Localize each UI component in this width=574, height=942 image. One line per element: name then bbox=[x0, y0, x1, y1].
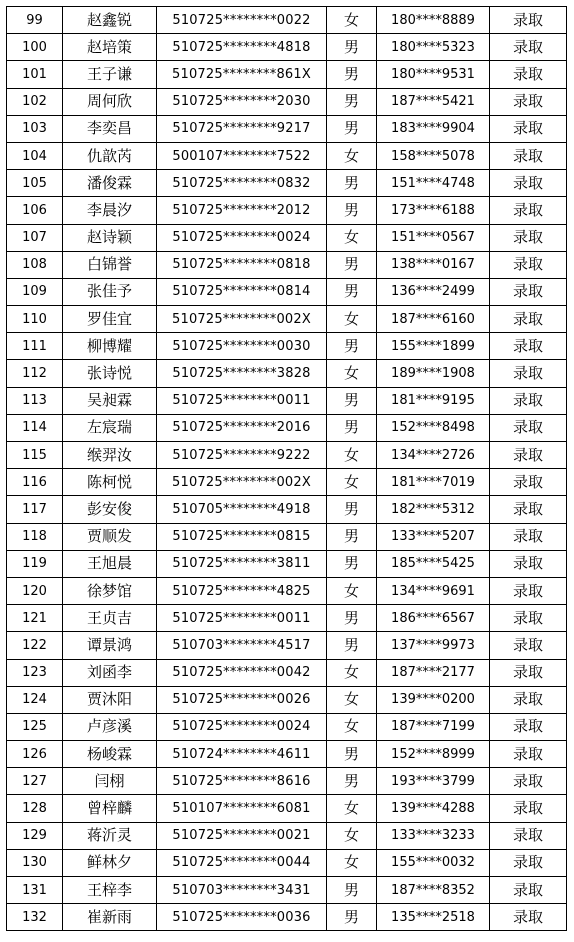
gender-cell: 男 bbox=[327, 34, 377, 61]
table-row bbox=[7, 713, 567, 740]
student-name-cell: 杨峻霖 bbox=[63, 741, 157, 768]
student-name-cell: 赵诗颖 bbox=[63, 224, 157, 251]
admission-status-cell: 录取 bbox=[490, 88, 567, 115]
gender-cell: 男 bbox=[327, 414, 377, 441]
table-row bbox=[7, 469, 567, 496]
id-number-cell: 510725********0042 bbox=[157, 659, 327, 686]
id-number-cell: 510725********0021 bbox=[157, 822, 327, 849]
row-number-cell: 127 bbox=[7, 768, 63, 795]
table-row bbox=[7, 224, 567, 251]
gender-cell: 男 bbox=[327, 61, 377, 88]
id-number-cell: 510703********3431 bbox=[157, 877, 327, 904]
row-number-cell: 112 bbox=[7, 360, 63, 387]
phone-number-cell: 134****2726 bbox=[377, 442, 490, 469]
table-row bbox=[7, 7, 567, 34]
gender-cell: 女 bbox=[327, 442, 377, 469]
admission-status-cell: 录取 bbox=[490, 713, 567, 740]
row-number-cell: 125 bbox=[7, 713, 63, 740]
table-row bbox=[7, 115, 567, 142]
table-row bbox=[7, 197, 567, 224]
admission-status-cell: 录取 bbox=[490, 768, 567, 795]
id-number-cell: 510725********0026 bbox=[157, 686, 327, 713]
id-number-cell: 510703********4517 bbox=[157, 632, 327, 659]
row-number-cell: 101 bbox=[7, 61, 63, 88]
id-number-cell: 510705********4918 bbox=[157, 496, 327, 523]
row-number-cell: 116 bbox=[7, 469, 63, 496]
gender-cell: 女 bbox=[327, 469, 377, 496]
phone-number-cell: 151****4748 bbox=[377, 170, 490, 197]
admission-status-cell: 录取 bbox=[490, 686, 567, 713]
student-name-cell: 吴昶霖 bbox=[63, 387, 157, 414]
table-row bbox=[7, 442, 567, 469]
id-number-cell: 510725********4818 bbox=[157, 34, 327, 61]
table-row bbox=[7, 741, 567, 768]
admission-status-cell: 录取 bbox=[490, 659, 567, 686]
id-number-cell: 510725********2016 bbox=[157, 414, 327, 441]
id-number-cell: 510725********0814 bbox=[157, 278, 327, 305]
admission-status-cell: 录取 bbox=[490, 387, 567, 414]
phone-number-cell: 155****0032 bbox=[377, 849, 490, 876]
row-number-cell: 124 bbox=[7, 686, 63, 713]
gender-cell: 男 bbox=[327, 550, 377, 577]
row-number-cell: 115 bbox=[7, 442, 63, 469]
row-number-cell: 100 bbox=[7, 34, 63, 61]
admission-status-cell: 录取 bbox=[490, 251, 567, 278]
id-number-cell: 510725********0832 bbox=[157, 170, 327, 197]
student-name-cell: 贾沐阳 bbox=[63, 686, 157, 713]
row-number-cell: 104 bbox=[7, 142, 63, 169]
id-number-cell: 510725********002X bbox=[157, 306, 327, 333]
gender-cell: 男 bbox=[327, 741, 377, 768]
gender-cell: 男 bbox=[327, 251, 377, 278]
gender-cell: 男 bbox=[327, 115, 377, 142]
admission-status-cell: 录取 bbox=[490, 197, 567, 224]
phone-number-cell: 185****5425 bbox=[377, 550, 490, 577]
admission-status-cell: 录取 bbox=[490, 442, 567, 469]
row-number-cell: 113 bbox=[7, 387, 63, 414]
id-number-cell: 500107********7522 bbox=[157, 142, 327, 169]
table-row bbox=[7, 605, 567, 632]
id-number-cell: 510725********4825 bbox=[157, 577, 327, 604]
gender-cell: 男 bbox=[327, 170, 377, 197]
table-row bbox=[7, 768, 567, 795]
table-row bbox=[7, 659, 567, 686]
admission-status-cell: 录取 bbox=[490, 849, 567, 876]
table-row bbox=[7, 61, 567, 88]
id-number-cell: 510725********0022 bbox=[157, 7, 327, 34]
row-number-cell: 107 bbox=[7, 224, 63, 251]
id-number-cell: 510725********3811 bbox=[157, 550, 327, 577]
gender-cell: 女 bbox=[327, 142, 377, 169]
admission-status-cell: 录取 bbox=[490, 877, 567, 904]
row-number-cell: 117 bbox=[7, 496, 63, 523]
student-name-cell: 柳博耀 bbox=[63, 333, 157, 360]
phone-number-cell: 138****0167 bbox=[377, 251, 490, 278]
student-name-cell: 周何欣 bbox=[63, 88, 157, 115]
phone-number-cell: 139****4288 bbox=[377, 795, 490, 822]
phone-number-cell: 187****7199 bbox=[377, 713, 490, 740]
phone-number-cell: 187****6160 bbox=[377, 306, 490, 333]
student-name-cell: 赵培策 bbox=[63, 34, 157, 61]
gender-cell: 女 bbox=[327, 822, 377, 849]
gender-cell: 男 bbox=[327, 904, 377, 931]
id-number-cell: 510725********0011 bbox=[157, 605, 327, 632]
phone-number-cell: 180****5323 bbox=[377, 34, 490, 61]
admission-status-cell: 录取 bbox=[490, 469, 567, 496]
id-number-cell: 510725********2012 bbox=[157, 197, 327, 224]
gender-cell: 女 bbox=[327, 686, 377, 713]
id-number-cell: 510725********8616 bbox=[157, 768, 327, 795]
student-name-cell: 王旭晨 bbox=[63, 550, 157, 577]
student-name-cell: 李晨汐 bbox=[63, 197, 157, 224]
table-row bbox=[7, 360, 567, 387]
student-name-cell: 潘俊霖 bbox=[63, 170, 157, 197]
row-number-cell: 111 bbox=[7, 333, 63, 360]
phone-number-cell: 189****1908 bbox=[377, 360, 490, 387]
admission-status-cell: 录取 bbox=[490, 142, 567, 169]
gender-cell: 女 bbox=[327, 224, 377, 251]
admission-status-cell: 录取 bbox=[490, 170, 567, 197]
student-name-cell: 缑羿汝 bbox=[63, 442, 157, 469]
admission-status-cell: 录取 bbox=[490, 306, 567, 333]
table-row bbox=[7, 278, 567, 305]
id-number-cell: 510725********9217 bbox=[157, 115, 327, 142]
gender-cell: 男 bbox=[327, 333, 377, 360]
gender-cell: 女 bbox=[327, 849, 377, 876]
table-row bbox=[7, 904, 567, 931]
table-row bbox=[7, 686, 567, 713]
table-row bbox=[7, 34, 567, 61]
row-number-cell: 109 bbox=[7, 278, 63, 305]
admission-status-cell: 录取 bbox=[490, 523, 567, 550]
row-number-cell: 122 bbox=[7, 632, 63, 659]
row-number-cell: 118 bbox=[7, 523, 63, 550]
admission-status-cell: 录取 bbox=[490, 61, 567, 88]
student-name-cell: 谭景鸿 bbox=[63, 632, 157, 659]
phone-number-cell: 182****5312 bbox=[377, 496, 490, 523]
row-number-cell: 123 bbox=[7, 659, 63, 686]
row-number-cell: 126 bbox=[7, 741, 63, 768]
phone-number-cell: 133****5207 bbox=[377, 523, 490, 550]
phone-number-cell: 137****9973 bbox=[377, 632, 490, 659]
gender-cell: 女 bbox=[327, 577, 377, 604]
admission-status-cell: 录取 bbox=[490, 34, 567, 61]
admission-status-cell: 录取 bbox=[490, 550, 567, 577]
id-number-cell: 510725********0024 bbox=[157, 224, 327, 251]
table-row bbox=[7, 142, 567, 169]
phone-number-cell: 187****5421 bbox=[377, 88, 490, 115]
table-row bbox=[7, 877, 567, 904]
admission-status-cell: 录取 bbox=[490, 496, 567, 523]
id-number-cell: 510725********0011 bbox=[157, 387, 327, 414]
admission-status-cell: 录取 bbox=[490, 7, 567, 34]
gender-cell: 男 bbox=[327, 496, 377, 523]
row-number-cell: 119 bbox=[7, 550, 63, 577]
gender-cell: 男 bbox=[327, 387, 377, 414]
admission-status-cell: 录取 bbox=[490, 904, 567, 931]
phone-number-cell: 139****0200 bbox=[377, 686, 490, 713]
gender-cell: 男 bbox=[327, 632, 377, 659]
phone-number-cell: 151****0567 bbox=[377, 224, 490, 251]
table-row bbox=[7, 251, 567, 278]
row-number-cell: 110 bbox=[7, 306, 63, 333]
gender-cell: 男 bbox=[327, 88, 377, 115]
student-name-cell: 崔新雨 bbox=[63, 904, 157, 931]
row-number-cell: 121 bbox=[7, 605, 63, 632]
id-number-cell: 510725********0818 bbox=[157, 251, 327, 278]
id-number-cell: 510725********3828 bbox=[157, 360, 327, 387]
table-row bbox=[7, 333, 567, 360]
student-name-cell: 王贞吉 bbox=[63, 605, 157, 632]
row-number-cell: 129 bbox=[7, 822, 63, 849]
row-number-cell: 102 bbox=[7, 88, 63, 115]
student-name-cell: 徐梦馆 bbox=[63, 577, 157, 604]
id-number-cell: 510725********0044 bbox=[157, 849, 327, 876]
phone-number-cell: 183****9904 bbox=[377, 115, 490, 142]
id-number-cell: 510725********0815 bbox=[157, 523, 327, 550]
admission-status-cell: 录取 bbox=[490, 224, 567, 251]
student-name-cell: 王梓李 bbox=[63, 877, 157, 904]
id-number-cell: 510107********6081 bbox=[157, 795, 327, 822]
table-row bbox=[7, 822, 567, 849]
student-name-cell: 陈柯悦 bbox=[63, 469, 157, 496]
gender-cell: 男 bbox=[327, 768, 377, 795]
phone-number-cell: 136****2499 bbox=[377, 278, 490, 305]
row-number-cell: 130 bbox=[7, 849, 63, 876]
table-row bbox=[7, 170, 567, 197]
student-name-cell: 闫栩 bbox=[63, 768, 157, 795]
student-name-cell: 刘函李 bbox=[63, 659, 157, 686]
student-name-cell: 张佳予 bbox=[63, 278, 157, 305]
admission-status-cell: 录取 bbox=[490, 822, 567, 849]
student-name-cell: 张诗悦 bbox=[63, 360, 157, 387]
student-name-cell: 卢彦溪 bbox=[63, 713, 157, 740]
phone-number-cell: 152****8498 bbox=[377, 414, 490, 441]
phone-number-cell: 187****2177 bbox=[377, 659, 490, 686]
id-number-cell: 510724********4611 bbox=[157, 741, 327, 768]
phone-number-cell: 187****8352 bbox=[377, 877, 490, 904]
phone-number-cell: 173****6188 bbox=[377, 197, 490, 224]
admission-list-table bbox=[6, 6, 567, 931]
row-number-cell: 120 bbox=[7, 577, 63, 604]
table-row bbox=[7, 387, 567, 414]
table-row bbox=[7, 88, 567, 115]
admission-status-cell: 录取 bbox=[490, 577, 567, 604]
phone-number-cell: 180****8889 bbox=[377, 7, 490, 34]
id-number-cell: 510725********9222 bbox=[157, 442, 327, 469]
gender-cell: 女 bbox=[327, 306, 377, 333]
id-number-cell: 510725********0036 bbox=[157, 904, 327, 931]
phone-number-cell: 181****9195 bbox=[377, 387, 490, 414]
student-name-cell: 蒋沂灵 bbox=[63, 822, 157, 849]
gender-cell: 女 bbox=[327, 360, 377, 387]
id-number-cell: 510725********861X bbox=[157, 61, 327, 88]
phone-number-cell: 158****5078 bbox=[377, 142, 490, 169]
row-number-cell: 131 bbox=[7, 877, 63, 904]
table-row bbox=[7, 795, 567, 822]
row-number-cell: 106 bbox=[7, 197, 63, 224]
phone-number-cell: 133****3233 bbox=[377, 822, 490, 849]
admission-status-cell: 录取 bbox=[490, 741, 567, 768]
id-number-cell: 510725********0030 bbox=[157, 333, 327, 360]
gender-cell: 女 bbox=[327, 7, 377, 34]
phone-number-cell: 180****9531 bbox=[377, 61, 490, 88]
table-row bbox=[7, 496, 567, 523]
table-row bbox=[7, 849, 567, 876]
table-row bbox=[7, 523, 567, 550]
gender-cell: 女 bbox=[327, 713, 377, 740]
row-number-cell: 99 bbox=[7, 7, 63, 34]
gender-cell: 男 bbox=[327, 278, 377, 305]
id-number-cell: 510725********002X bbox=[157, 469, 327, 496]
table-body bbox=[7, 7, 567, 931]
table-row bbox=[7, 550, 567, 577]
admission-status-cell: 录取 bbox=[490, 795, 567, 822]
table-row bbox=[7, 414, 567, 441]
student-name-cell: 王子谦 bbox=[63, 61, 157, 88]
admission-status-cell: 录取 bbox=[490, 115, 567, 142]
id-number-cell: 510725********2030 bbox=[157, 88, 327, 115]
student-name-cell: 鲜林夕 bbox=[63, 849, 157, 876]
phone-number-cell: 193****3799 bbox=[377, 768, 490, 795]
admission-status-cell: 录取 bbox=[490, 278, 567, 305]
row-number-cell: 132 bbox=[7, 904, 63, 931]
phone-number-cell: 186****6567 bbox=[377, 605, 490, 632]
student-name-cell: 曾梓麟 bbox=[63, 795, 157, 822]
row-number-cell: 114 bbox=[7, 414, 63, 441]
row-number-cell: 103 bbox=[7, 115, 63, 142]
id-number-cell: 510725********0024 bbox=[157, 713, 327, 740]
phone-number-cell: 155****1899 bbox=[377, 333, 490, 360]
gender-cell: 男 bbox=[327, 605, 377, 632]
admission-status-cell: 录取 bbox=[490, 414, 567, 441]
phone-number-cell: 181****7019 bbox=[377, 469, 490, 496]
gender-cell: 男 bbox=[327, 197, 377, 224]
student-name-cell: 罗佳宜 bbox=[63, 306, 157, 333]
student-name-cell: 李奕昌 bbox=[63, 115, 157, 142]
student-name-cell: 贾顺发 bbox=[63, 523, 157, 550]
table-row bbox=[7, 632, 567, 659]
gender-cell: 女 bbox=[327, 795, 377, 822]
phone-number-cell: 152****8999 bbox=[377, 741, 490, 768]
gender-cell: 女 bbox=[327, 659, 377, 686]
table-row bbox=[7, 306, 567, 333]
student-name-cell: 赵鑫锐 bbox=[63, 7, 157, 34]
student-name-cell: 左宸瑞 bbox=[63, 414, 157, 441]
table-row bbox=[7, 577, 567, 604]
phone-number-cell: 134****9691 bbox=[377, 577, 490, 604]
row-number-cell: 108 bbox=[7, 251, 63, 278]
student-name-cell: 白锦誉 bbox=[63, 251, 157, 278]
gender-cell: 男 bbox=[327, 877, 377, 904]
row-number-cell: 128 bbox=[7, 795, 63, 822]
phone-number-cell: 135****2518 bbox=[377, 904, 490, 931]
admission-status-cell: 录取 bbox=[490, 605, 567, 632]
gender-cell: 男 bbox=[327, 523, 377, 550]
row-number-cell: 105 bbox=[7, 170, 63, 197]
admission-status-cell: 录取 bbox=[490, 333, 567, 360]
admission-status-cell: 录取 bbox=[490, 632, 567, 659]
admission-status-cell: 录取 bbox=[490, 360, 567, 387]
student-name-cell: 彭安俊 bbox=[63, 496, 157, 523]
student-name-cell: 仇歆芮 bbox=[63, 142, 157, 169]
